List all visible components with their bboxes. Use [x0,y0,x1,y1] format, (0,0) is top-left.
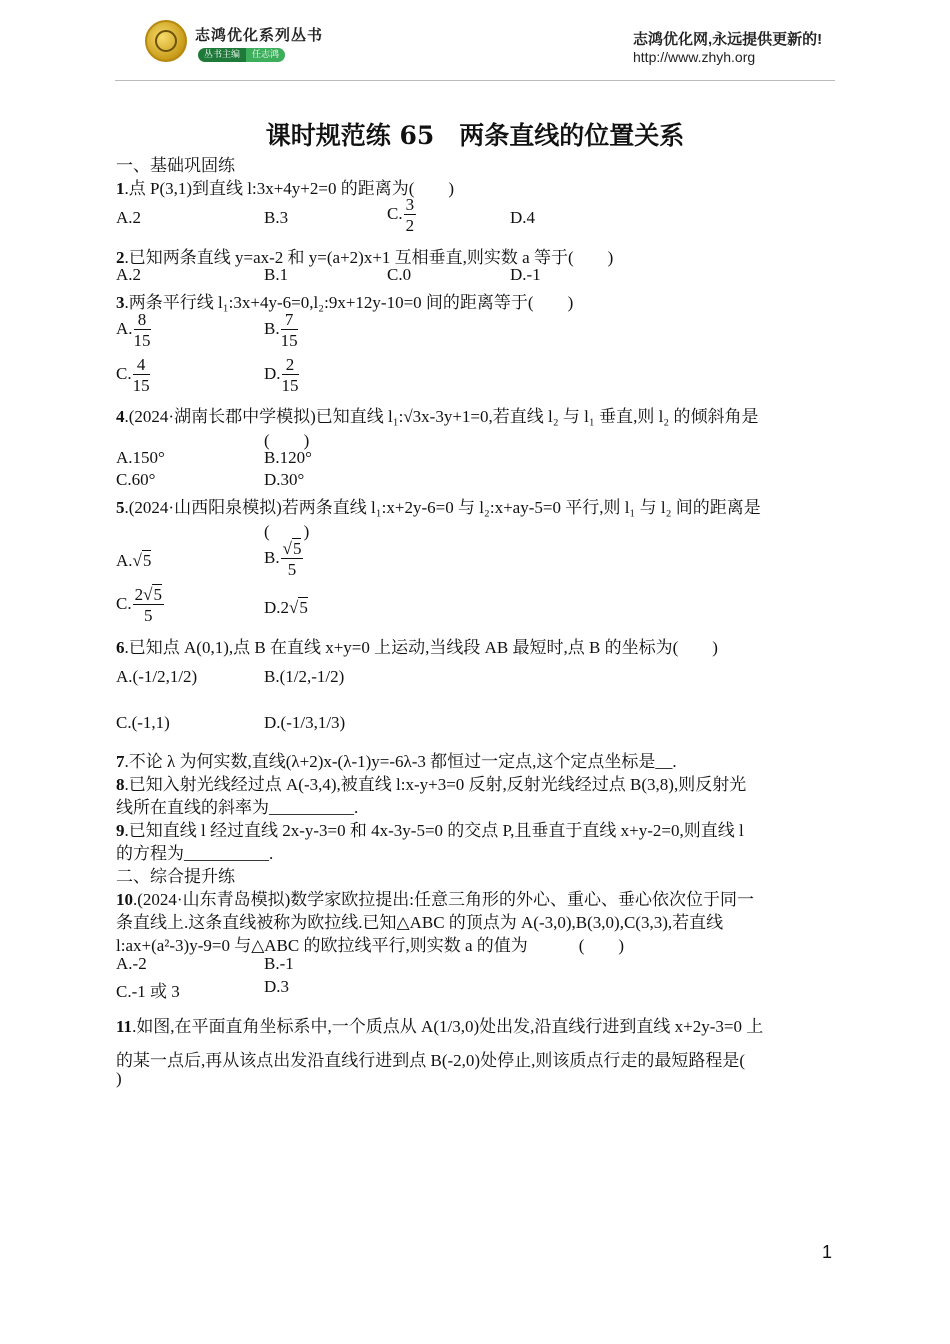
editor-label: 丛书主编 [198,48,246,62]
q2-option-c: C.0 [387,265,412,284]
section-heading-advanced: 二、综合提升练 [116,867,235,886]
question-10-cont2: l:ax+(a²-3)y-9=0 与△ABC 的欧拉线平行,则实数 a 的值为 ( ) [116,936,625,955]
question-8: 8.已知入射光线经过点 A(-3,4),被直线 l:x-y+3=0 反射,反射光线经过点 B(3,8),则反射光 [116,775,747,794]
question-10-cont: 条直线上.这条直线被称为欧拉线.已知△ABC 的顶点为 A(-3,0),B(3,0),C(3,3),若直线 [116,913,724,932]
question-9-cont: 的方程为__________. [116,844,274,863]
q2-option-d: D.-1 [510,265,541,284]
q5-option-b: B. $\frac{√5}{5}$ [264,539,302,579]
q6-option-d: D.(-1/3,1/3) [264,713,346,732]
q5-option-c: C. $\frac{2√5}{5}$ [116,585,162,625]
q4-answer-paren: ( ) [264,431,310,450]
q2-option-a: A.2 [116,265,142,284]
q3-option-c: C. $\frac{4}{15}$ [116,355,150,395]
question-9: 9.已知直线 l 经过直线 2x-y-3=0 和 4x-3y-5=0 的交点 P,且垂直于直线 x+y-2=0,则直线 l [116,821,744,840]
q5-answer-paren: ( ) [264,522,310,541]
q4-option-d: D.30° [264,470,305,489]
page-number: 1 [822,1242,833,1262]
q10-option-a: A.-2 [116,954,147,973]
site-slogan: 志鸿优化网,永远提供更新的! [633,31,823,48]
question-4: 4.(2024·湖南长郡中学模拟)已知直线 l₁:√3x-3y+1=0,若直线 l₂ 与 l₁ 垂直,则 l₂ 的倾斜角是 [116,407,759,426]
q3-option-d: D. $\frac{2}{15}$ [264,355,299,395]
site-url: http://www.zhyh.org [633,49,756,65]
q1-option-a: A.2 [116,208,142,227]
q4-option-c: C.60° [116,470,156,489]
question-7: 7.不论 λ 为何实数,直线(λ+2)x-(λ-1)y=-6λ-3 都恒过一定点,这个定点坐标是__. [116,752,677,771]
q2-option-b: B.1 [264,265,289,284]
question-5: 5.(2024·山西阳泉模拟)若两条直线 l₁:x+2y-6=0 与 l₂:x+ay-5=0 平行,则 l₁ 与 l₂ 间的距离是 [116,498,761,517]
page-header [0,0,950,80]
editor-name: 任志鸿 [246,48,285,62]
q10-option-d: D.3 [264,977,290,996]
q6-option-b: B.(1/2,-1/2) [264,667,345,686]
q5-option-d: D.2√5 [264,598,308,617]
q6-option-c: C.(-1,1) [116,713,170,732]
question-11: 11.如图,在平面直角坐标系中,一个质点从 A(1/3,0)处出发,沿直线行进到直线 x+2y-3=0 上 [116,1017,764,1036]
question-1: 1.点 P(3,1)到直线 l:3x+4y+2=0 的距离为( ) [116,179,455,198]
q5-option-a: A.√5 [116,551,152,570]
question-10: 10.(2024·山东青岛模拟)数学家欧拉提出:任意三角形的外心、重心、垂心依次位于同一 [116,890,754,909]
page-title: 课时规范练 65 两条直线的位置关系 [265,121,685,150]
section-heading-basic: 一、基础巩固练 [116,156,235,175]
q4-option-b: B.120° [264,448,312,467]
q1-option-b: B.3 [264,208,289,227]
q10-option-b: B.-1 [264,954,294,973]
q1-option-c: C. $\frac{3}{2}$ [387,195,415,235]
q6-option-a: A.(-1/2,1/2) [116,667,198,686]
question-11-cont2: ) [116,1069,122,1088]
editor-badge [198,48,285,62]
question-8-cont: 线所在直线的斜率为__________. [116,798,359,817]
publisher-logo-icon [145,20,187,62]
question-3: 3.两条平行线 l₁:3x+4y-6=0,l₂:9x+12y-10=0 间的距离等于( ) [116,293,574,312]
q10-option-c: C.-1 或 3 [116,982,180,1001]
q3-option-a: A. $\frac{8}{15}$ [116,310,151,350]
q3-option-b: B. $\frac{7}{15}$ [264,310,298,350]
question-6: 6.已知点 A(0,1),点 B 在直线 x+y=0 上运动,当线段 AB 最短时,点 B 的坐标为( ) [116,638,718,657]
header-divider [115,80,835,81]
q4-option-a: A.150° [116,448,165,467]
question-11-cont: 的某一点后,再从该点出发沿直线行进到点 B(-2,0)处停止,则该质点行走的最短路程是( [116,1051,745,1070]
q1-option-d: D.4 [510,208,536,227]
series-title: 志鸿优化系列丛书 [195,27,324,44]
question-2: 2.已知两条直线 y=ax-2 和 y=(a+2)x+1 互相垂直,则实数 a 等于( ) [116,248,614,267]
